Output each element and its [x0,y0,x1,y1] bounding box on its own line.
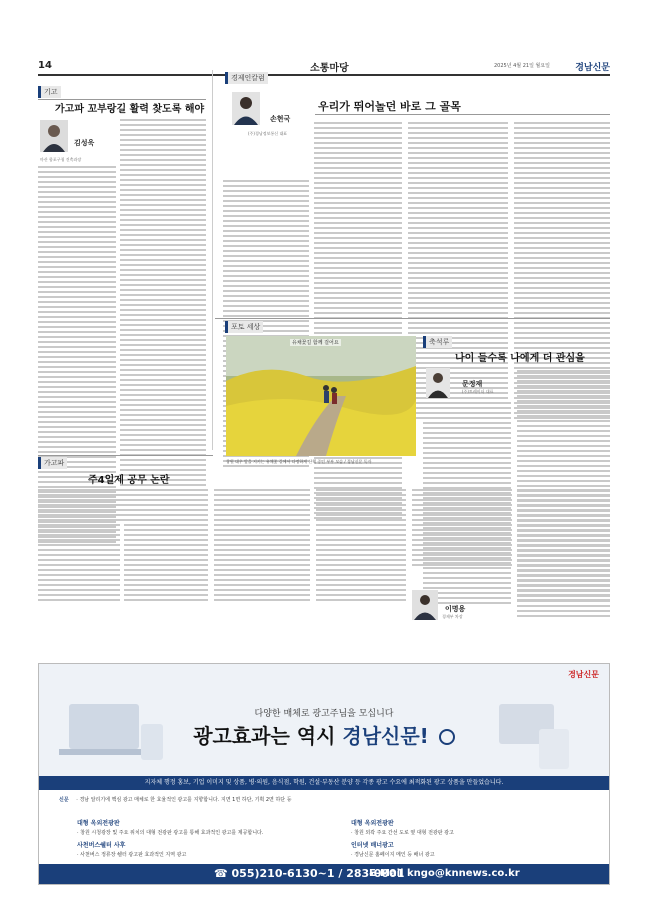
column3-byline-photo [426,368,450,398]
divider [215,318,610,319]
column2-byline-title: (주)경남정보통신 대표 [248,131,288,136]
column4-byline-title: 경제부 차장 [442,614,463,619]
issue-date: 2025년 4월 21일 월요일 [493,63,550,69]
ad-box-3 [77,840,317,858]
column4-label: 가고파 [38,457,67,469]
ad-newspaper-label: 신문 [59,797,69,803]
page-number: 14 [38,60,52,71]
column1-byline-name: 김성욱 [74,139,95,147]
column4-byline-name: 이명용 [445,605,466,613]
column1-byline-title: 마산 합포구청 건축과장 [40,157,82,162]
ad-box-1-text: · 창원 시청광장 및 주요 위치의 대형 전광판 광고를 통해 효과적인 광고를 제공합니다. [77,830,264,836]
ad-phone: ☎ 055)210-6130~1 / 283-0001 [214,867,405,880]
column4-headline: 주4일제 공무 논란 [88,475,170,486]
ad-box-2 [351,818,591,836]
ad-box-4-title: 인터넷 배너광고 [351,842,394,849]
ad-box-2-text: · 창원 외곽 주요 간선 도로 옆 대형 전광판 광고 [351,830,454,836]
vertical-rule [212,70,213,450]
column3-headline: 나이 들수록 나에게 더 관심을 [455,353,585,364]
ad-box-2-title: 대형 옥외전광판 [351,820,394,827]
column2-body-c [408,120,508,422]
photo-essay-image [226,336,416,456]
ad-box-4 [351,840,591,858]
ad-box-3-title: 사천버스쉘터 사후 [77,842,126,849]
advertisement [38,663,610,885]
ad-band: 지자체 행정 홍보, 기업 이미지 및 상품, 병·의원, 음식점, 학원, 건설·부동산 분양 등 각종 광고 수요에 최적화된 광고 상품을 만들었습니다. [39,776,609,790]
column3-byline-title: (주)트레이더 대표 [462,389,494,394]
divider [38,455,213,456]
masthead [38,58,610,76]
ad-title-brand: 경남신문! [342,724,429,748]
ad-box-1-title: 대형 옥외전광판 [77,820,120,827]
column2-headline: 우리가 뛰어놀던 바로 그 골목 [318,100,461,113]
column4-body-c [214,487,310,604]
ad-box-1 [77,818,317,836]
search-icon [439,729,455,745]
ad-box-3-text: · 사천버스 정류장 쉘터 광고판 효과적인 지역 광고 [77,852,187,858]
column4-byline-photo [412,590,438,620]
ad-footer [39,864,609,884]
photo-title: 유채꽃길 함께 걸어요 [292,340,339,346]
ad-newspaper [59,796,589,803]
ad-newspaper-text: · 경남 알리기에 핵심 광고 매체로 한 효율적인 광고를 지향합니다. 지면 1면 하단, 기획 2면 하단 등 [76,797,292,803]
ad-title-prefix: 광고효과는 역시 [193,724,343,748]
ad-box-4-text: · 경남신문 홈페이지 메인 등 배너 광고 [351,852,435,858]
column4-body-b [124,487,208,604]
ad-title [39,720,609,749]
ad-subtitle: 다양한 매체로 광고주님을 모십니다 [254,709,394,719]
column4-body-d [316,487,406,604]
column4-body-f [517,487,610,604]
column3-label: 축석루 [423,336,452,348]
section-title: 소통마당 [310,63,349,74]
photo-label: 포토 세상 [225,321,263,333]
ad-email: E-Mail kngo@knnews.co.kr [369,868,520,879]
divider [315,114,610,115]
column1-headline: 가고파 꼬부랑길 활력 찾도록 해야 [55,104,205,115]
column1-body-b [120,117,206,524]
column4-body-a [38,487,120,604]
column2-label: 경제인칼럼 [225,72,268,84]
column2-byline-photo [232,92,260,125]
ad-logo: 경남신문 [568,670,599,679]
column2-byline-name: 손현국 [270,115,291,123]
column1-byline-photo [40,120,68,152]
column4-body-e [412,487,512,569]
column3-byline-name: 문정재 [462,380,483,388]
column1-label: 기고 [38,86,61,98]
ad-header [39,664,609,776]
paper-name: 경남신문 [575,63,610,73]
photo-caption: 창원 대우 앞을 지키는 유채꽃 길에서 다정하게 산책 중인 부부 모습 / 경남신문 독자 [226,459,372,464]
